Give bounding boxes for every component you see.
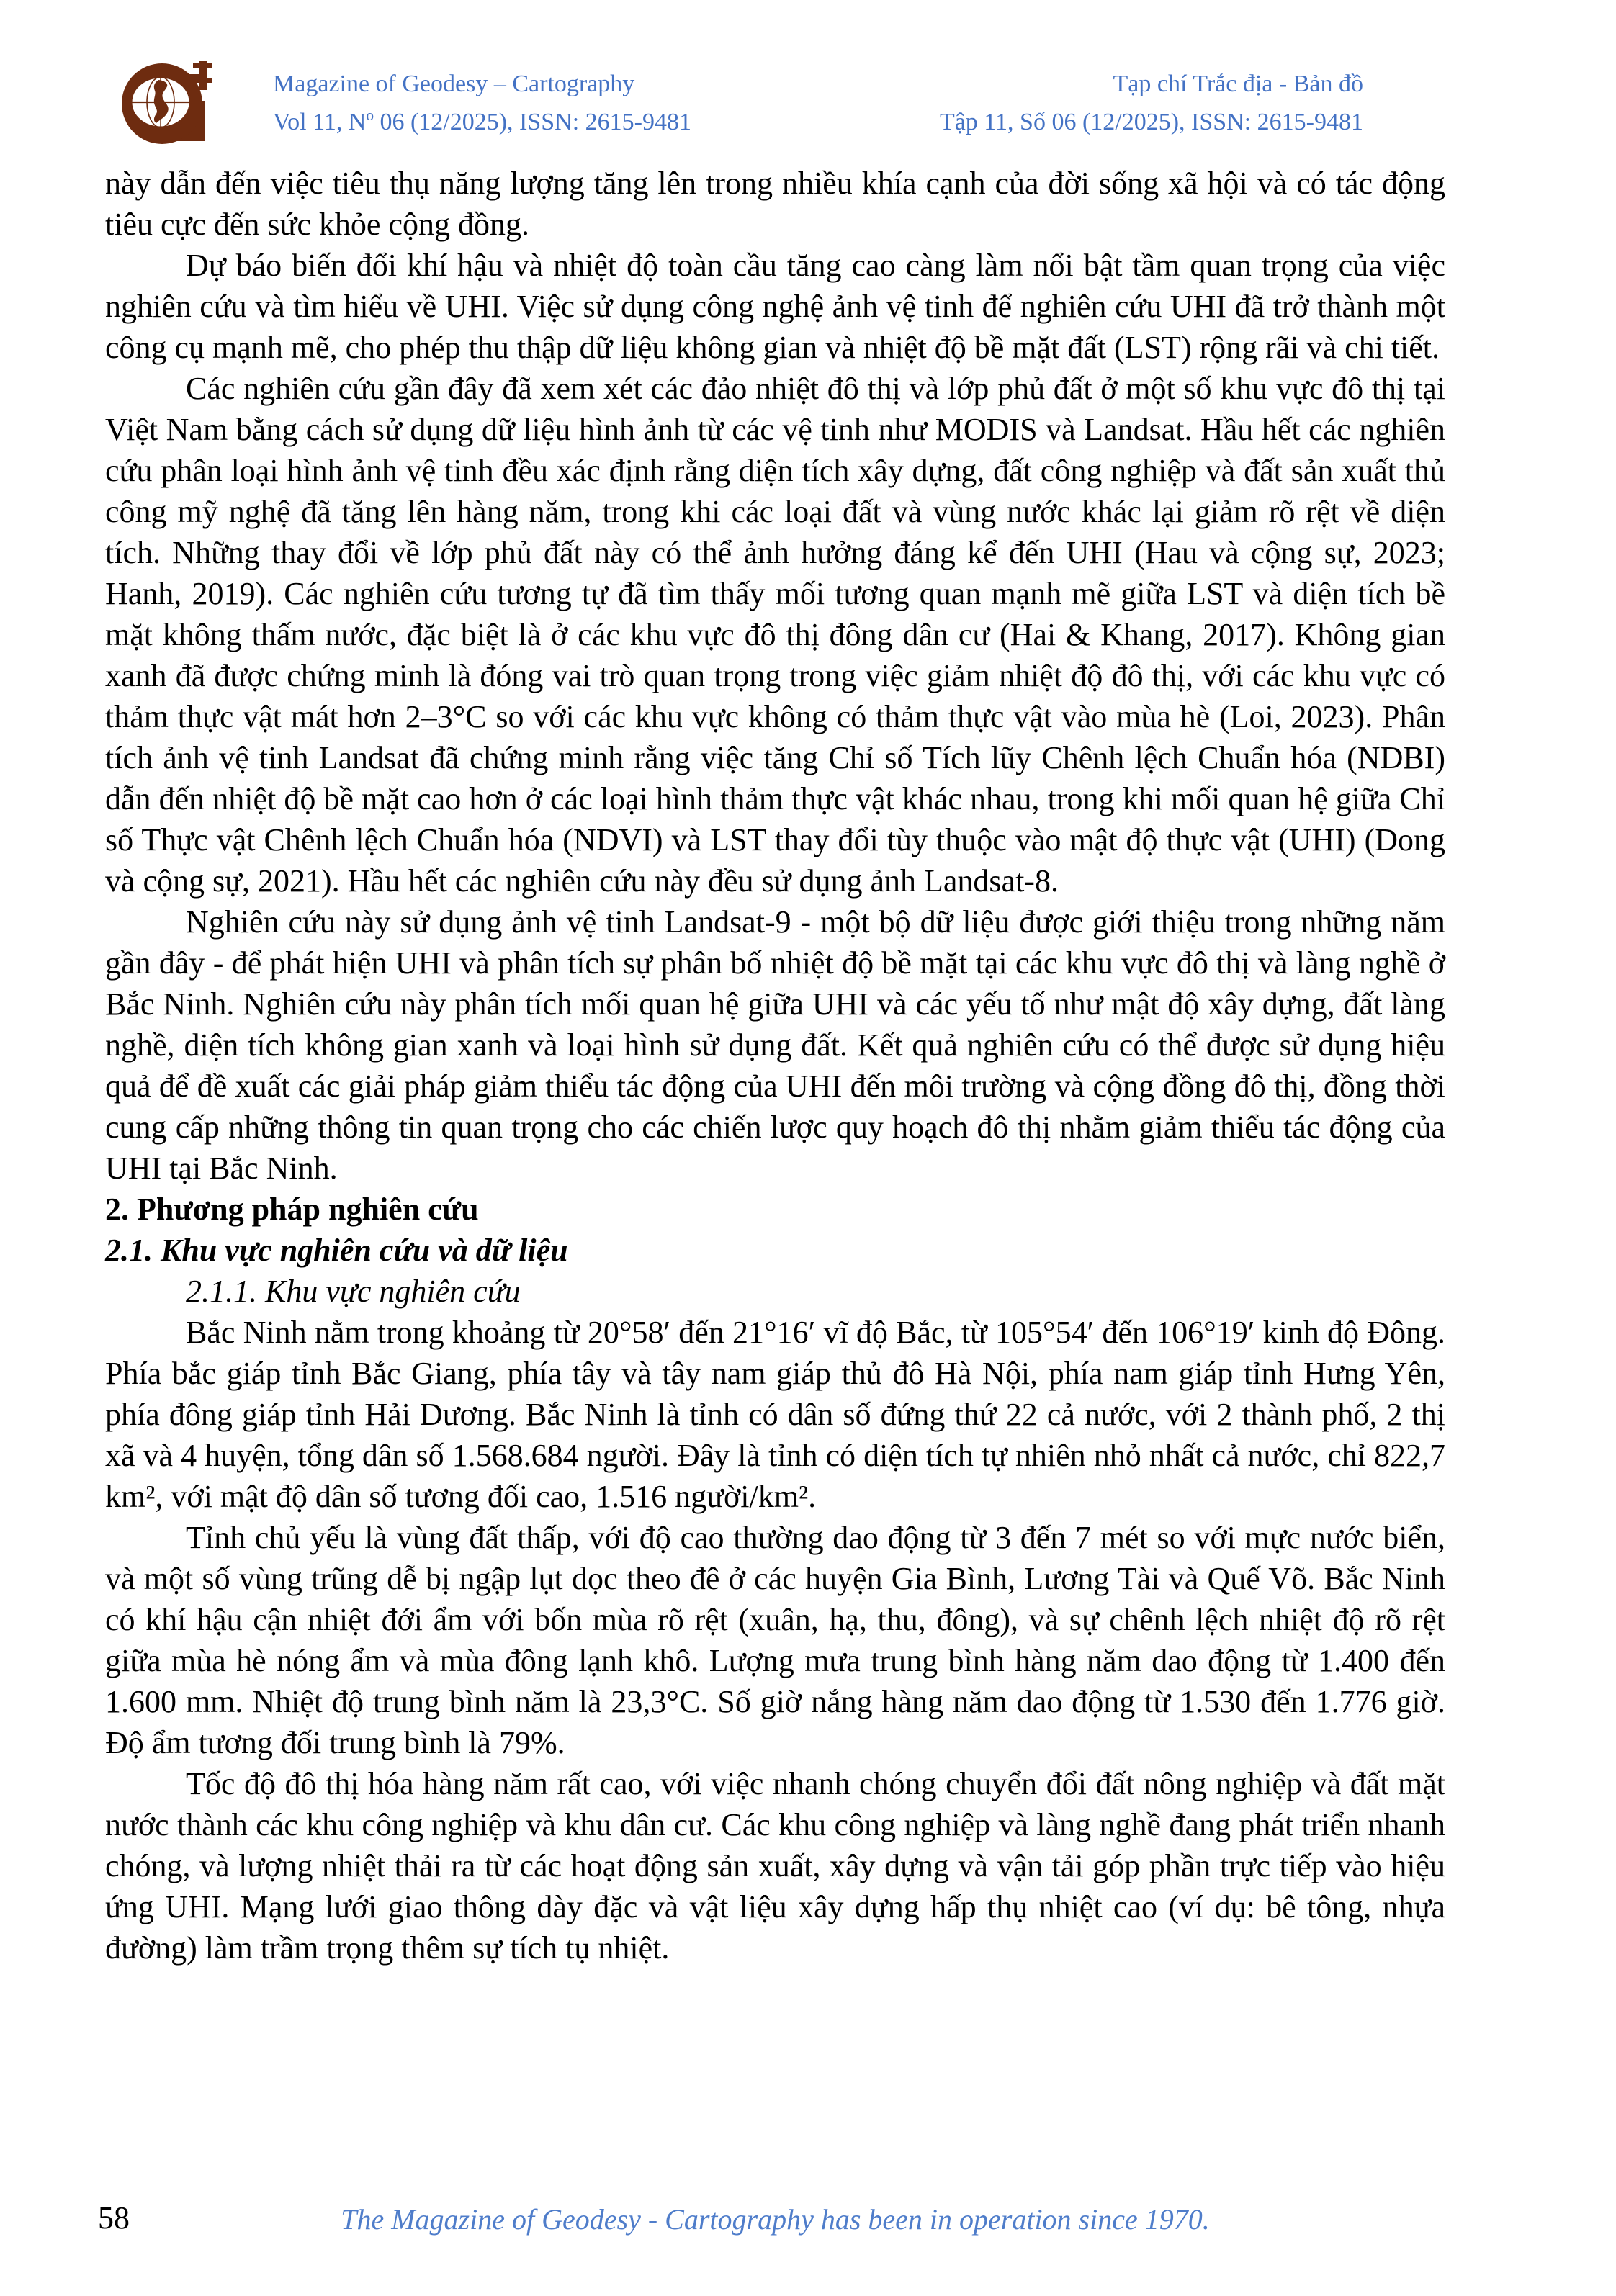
journal-issue-en: Vol 11, Nº 06 (12/2025), ISSN: 2615-9481 <box>273 109 692 135</box>
paragraph: Bắc Ninh nằm trong khoảng từ 20°58′ đến 21°16′ vĩ độ Bắc, từ 105°54′ đến 106°19′ kinh độ Đông. Phía bắc giáp tỉnh Bắc Giang, phía tây và tây nam giáp thủ đô Hà Nội, phía nam giáp tỉnh Hưng Yên, phía đông giáp tỉnh Hải Dương. Bắc Ninh là tỉnh có dân số đứng thứ 22 cả nước, với 2 thành phố, 2 thị xã và 4 huyện, tổng dân số 1.568.684 người. Đây là tỉnh có diện tích tự nhiên nhỏ nhất cả nước, chỉ 822,7 km², với mật độ dân số tương đối cao, 1.516 người/km². <box>105 1315 1445 1514</box>
article-body <box>105 163 1445 1968</box>
paragraph: Tốc độ đô thị hóa hàng năm rất cao, với việc nhanh chóng chuyển đổi đất nông nghiệp và đất mặt nước thành các khu công nghiệp và khu dân cư. Các khu công nghiệp và làng nghề đang phát triển nhanh chóng, và lượng nhiệt thải ra từ các hoạt động sản xuất, xây dựng và vận tải góp phần trực tiếp vào hiệu ứng UHI. Mạng lưới giao thông dày đặc và vật liệu xây dựng hấp thụ nhiệt cao (ví dụ: bê tông, nhựa đường) làm trầm trọng thêm sự tích tụ nhiệt. <box>105 1766 1445 1966</box>
paragraph: Nghiên cứu này sử dụng ảnh vệ tinh Landsat-9 - một bộ dữ liệu được giới thiệu trong những năm gần đây - để phát hiện UHI và phân tích sự phân bố nhiệt độ bề mặt tại các khu vực đô thị và làng nghề ở Bắc Ninh. Nghiên cứu này phân tích mối quan hệ giữa UHI và các yếu tố như mật độ xây dựng, đất làng nghề, diện tích không gian xanh và loại hình sử dụng đất. Kết quả nghiên cứu có thể được sử dụng hiệu quả để đề xuất các giải pháp giảm thiểu tác động của UHI đến môi trường và cộng đồng đô thị, đồng thời cung cấp những thông tin quan trọng cho các chiến lược quy hoạch đô thị nhằm giảm thiểu tác động của UHI tại Bắc Ninh. <box>105 904 1445 1186</box>
subsection-heading: 2.1. Khu vực nghiên cứu và dữ liệu <box>105 1233 568 1268</box>
paragraph: Dự báo biến đổi khí hậu và nhiệt độ toàn cầu tăng cao càng làm nổi bật tầm quan trọng của việc nghiên cứu và tìm hiểu về UHI. Việc sử dụng công nghệ ảnh vệ tinh để nghiên cứu UHI đã trở thành một công cụ mạnh mẽ, cho phép thu thập dữ liệu không gian và nhiệt độ bề mặt đất (LST) rộng rãi và chi tiết. <box>105 248 1445 365</box>
journal-issue-vi: Tập 11, Số 06 (12/2025), ISSN: 2615-9481 <box>939 109 1363 135</box>
journal-masthead-vi <box>940 65 1363 141</box>
journal-masthead-en <box>273 65 691 141</box>
paragraph: Tỉnh chủ yếu là vùng đất thấp, với độ cao thường dao động từ 3 đến 7 mét so với mực nước biển, và một số vùng trũng dễ bị ngập lụt dọc theo đê ở các huyện Gia Bình, Lương Tài và Quế Võ. Bắc Ninh có khí hậu cận nhiệt đới ẩm với bốn mùa rõ rệt (xuân, hạ, thu, đông), và sự chênh lệch nhiệt độ rõ rệt giữa mùa hè nóng ẩm và mùa đông lạnh khô. Lượng mưa trung bình hàng năm dao động từ 1.400 đến 1.600 mm. Nhiệt độ trung bình năm là 23,3°C. Số giờ nắng hàng năm dao động từ 1.530 đến 1.776 giờ. Độ ẩm tương đối trung bình là 79%. <box>105 1520 1445 1760</box>
footer-note: The Magazine of Geodesy - Cartography has been in operation since 1970. <box>341 2203 1210 2236</box>
journal-logo-icon <box>117 58 218 148</box>
subsubsection-heading: 2.1.1. Khu vực nghiên cứu <box>186 1274 521 1309</box>
journal-title-en: Magazine of Geodesy – Cartography <box>273 71 635 97</box>
journal-title-vi: Tạp chí Trắc địa - Bản đồ <box>1113 71 1363 97</box>
section-heading: 2. Phương pháp nghiên cứu <box>105 1192 479 1227</box>
page-number: 58 <box>98 2200 130 2236</box>
paragraph-continuation: này dẫn đến việc tiêu thụ năng lượng tăng lên trong nhiều khía cạnh của đời sống xã hội và có tác động tiêu cực đến sức khỏe cộng đồng. <box>105 166 1445 242</box>
paragraph: Các nghiên cứu gần đây đã xem xét các đảo nhiệt đô thị và lớp phủ đất ở một số khu vực đô thị tại Việt Nam bằng cách sử dụng dữ liệu hình ảnh từ các vệ tinh như MODIS và Landsat. Hầu hết các nghiên cứu phân loại hình ảnh vệ tinh đều xác định rằng diện tích xây dựng, đất công nghiệp và đất sản xuất thủ công mỹ nghệ đã tăng lên hàng năm, trong khi các loại đất và vùng nước khác lại giảm rõ rệt về diện tích. Những thay đổi về lớp phủ đất này có thể ảnh hưởng đáng kể đến UHI (Hau và cộng sự, 2023; Hanh, 2019). Các nghiên cứu tương tự đã tìm thấy mối tương quan mạnh mẽ giữa LST và diện tích bề mặt không thấm nước, đặc biệt là ở các khu vực đô thị đông dân cư (Hai & Khang, 2017). Không gian xanh đã được chứng minh là đóng vai trò quan trọng trong việc giảm nhiệt độ đô thị, với các khu vực có thảm thực vật mát hơn 2–3°C so với các khu vực không có thảm thực vật vào mùa hè (Loi, 2023). Phân tích ảnh vệ tinh Landsat đã chứng minh rằng việc tăng Chỉ số Tích lũy Chênh lệch Chuẩn hóa (NDBI) dẫn đến nhiệt độ bề mặt cao hơn ở các loại hình thảm thực vật khác nhau, trong khi mối quan hệ giữa Chỉ số Thực vật Chênh lệch Chuẩn hóa (NDVI) và LST thay đổi tùy thuộc vào mật độ thực vật (UHI) (Dong và cộng sự, 2021). Hầu hết các nghiên cứu này đều sử dụng ảnh Landsat-8. <box>105 371 1445 899</box>
